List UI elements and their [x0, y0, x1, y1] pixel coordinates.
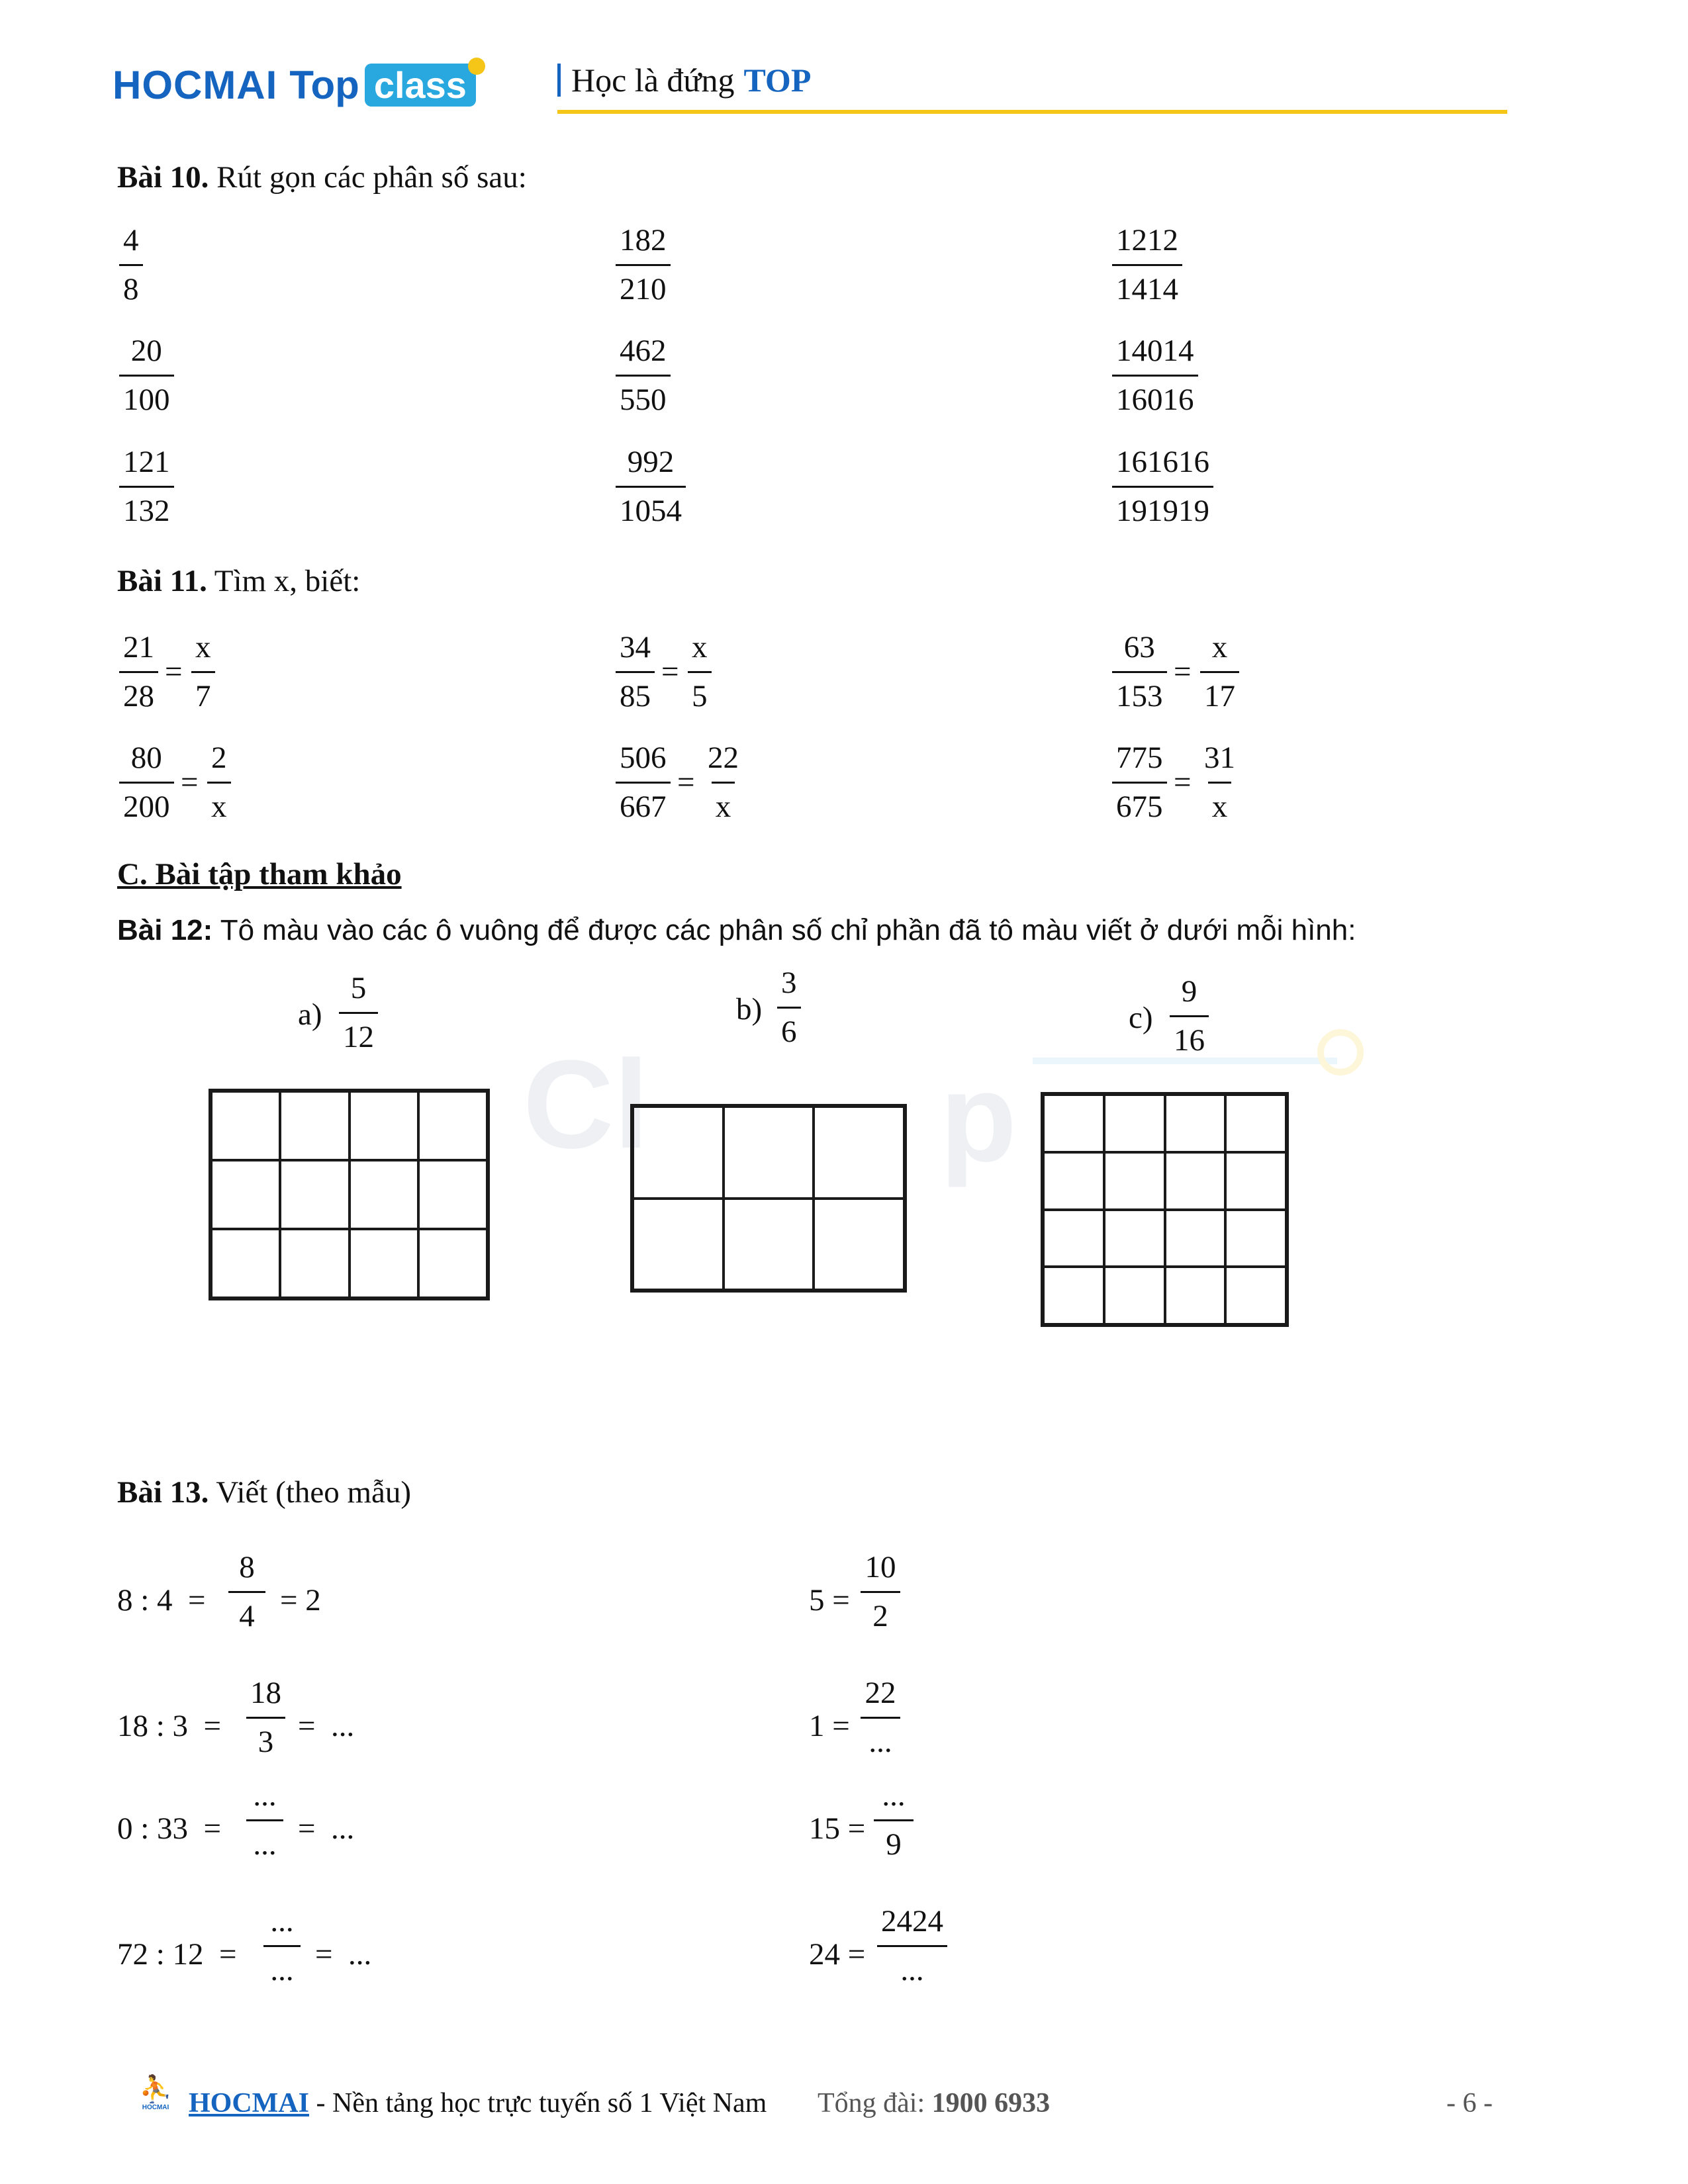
expression-fraction-numerator: 8	[239, 1550, 255, 1584]
equals-sign: =	[661, 655, 679, 689]
equation-right-fraction-numerator: 22	[708, 741, 739, 775]
people-icon: ⛹	[139, 2074, 172, 2104]
expression-fraction-numerator: ...	[253, 1778, 277, 1813]
expression-left: 5 =	[809, 1583, 850, 1617]
grid-cell[interactable]	[724, 1107, 814, 1199]
equation-right-fraction-numerator: x	[1211, 630, 1228, 664]
equation-left-fraction	[119, 743, 174, 823]
expression-fraction-denominator: ...	[263, 1945, 301, 1986]
bai10-text: Rút gọn các phân số sau:	[216, 160, 527, 195]
equation-right-fraction-numerator: 2	[211, 741, 227, 775]
expression-fraction-numerator: 2424	[881, 1904, 943, 1938]
target-fraction-denominator: 16	[1170, 1015, 1209, 1056]
hotline-number: 1900 6933	[931, 2088, 1051, 2118]
grid-cell[interactable]	[1225, 1267, 1286, 1324]
grid-cell[interactable]	[633, 1107, 724, 1199]
expression-result: = 2	[280, 1583, 321, 1617]
fraction	[119, 225, 143, 305]
expression-left: 15 =	[809, 1811, 866, 1846]
tagline-divider	[557, 64, 561, 97]
expression-left: 72 : 12 =	[117, 1937, 237, 1972]
footer-text	[189, 2089, 767, 2117]
grid-cell[interactable]	[1104, 1152, 1165, 1210]
bai13-text: Viết (theo mẫu)	[216, 1475, 412, 1510]
grid-cell[interactable]	[1165, 1095, 1226, 1152]
expression-fraction-denominator: 9	[874, 1819, 914, 1860]
equation-right-fraction	[688, 632, 712, 712]
grid-cell[interactable]	[1104, 1095, 1165, 1152]
equation-left-fraction-numerator: 21	[123, 630, 154, 664]
footer-slogan: - Nền tảng học trực tuyến số 1 Việt Nam	[309, 2088, 767, 2118]
expression-fraction	[877, 1906, 947, 1986]
bai11-heading	[117, 566, 360, 597]
fraction-denominator: 16016	[1112, 375, 1198, 416]
bai12-text: Tô màu vào các ô vuông để được các phân số chỉ phần đã tô màu viết ở dưới mỗi hình:	[220, 914, 1356, 946]
header-rule	[557, 110, 1507, 114]
fraction-numerator: 14014	[1116, 334, 1194, 368]
equation-right-fraction-numerator: x	[195, 630, 211, 664]
item-label: b)	[736, 992, 763, 1026]
fraction	[616, 336, 671, 416]
expression-fraction-denominator: ...	[246, 1819, 283, 1860]
fraction-numerator: 121	[123, 445, 170, 479]
expression-fraction-denominator: ...	[861, 1717, 900, 1758]
grid-cell[interactable]	[211, 1229, 280, 1298]
equals-sign: =	[677, 765, 695, 799]
equation-right-fraction-denominator: x	[1208, 782, 1232, 823]
expression-fraction-denominator: 2	[861, 1591, 900, 1632]
bai12-label: Bài 12:	[117, 914, 213, 946]
grid-cell[interactable]	[418, 1160, 487, 1229]
bai10-heading	[117, 162, 527, 193]
tagline-top: TOP	[743, 62, 812, 99]
target-fraction-numerator: 3	[781, 966, 797, 1000]
fraction	[119, 336, 174, 416]
target-fraction	[1170, 976, 1209, 1056]
sun-icon	[468, 58, 485, 75]
grid-cell[interactable]	[350, 1229, 418, 1298]
bai12-heading	[117, 916, 1356, 945]
equation-left-fraction	[1112, 632, 1167, 712]
grid-cell[interactable]	[1225, 1095, 1286, 1152]
fraction-numerator: 182	[620, 223, 667, 257]
equation-left-fraction-denominator: 85	[616, 671, 655, 712]
expression-fraction	[246, 1780, 283, 1860]
fraction	[1112, 336, 1198, 416]
footer-logo-text: HOCMAI	[142, 2104, 169, 2111]
expression-fraction-denominator: ...	[877, 1945, 947, 1986]
equation-right-fraction	[704, 743, 743, 823]
equation-right-fraction	[1200, 743, 1239, 823]
equation-right-fraction-numerator: 31	[1204, 741, 1235, 775]
expression-fraction	[874, 1780, 914, 1860]
bai11-label: Bài 11.	[117, 564, 207, 598]
expression-left: 24 =	[809, 1937, 866, 1972]
grid-cell[interactable]	[350, 1091, 418, 1160]
expression-fraction-numerator: 22	[865, 1676, 896, 1710]
equation-left-fraction-numerator: 63	[1123, 630, 1155, 664]
fraction	[119, 447, 174, 527]
footer-hotline	[818, 2089, 1050, 2117]
equation-left-fraction	[616, 632, 655, 712]
logo-hocmai: HOCMAI	[113, 62, 278, 107]
grid-cell[interactable]	[814, 1107, 904, 1199]
footer	[129, 2075, 1519, 2128]
grid-cell[interactable]	[1104, 1267, 1165, 1324]
shading-grid	[630, 1104, 907, 1293]
fraction-numerator: 161616	[1116, 445, 1209, 479]
fraction-numerator: 4	[123, 223, 139, 257]
equation-left-fraction	[1112, 743, 1167, 823]
grid-cell[interactable]	[1043, 1267, 1104, 1324]
expression-result: = ...	[315, 1937, 372, 1972]
target-fraction-numerator: 5	[350, 971, 367, 1005]
fraction	[616, 447, 686, 527]
target-fraction-denominator: 6	[777, 1007, 801, 1048]
equation-left-fraction	[119, 632, 158, 712]
grid-cell[interactable]	[211, 1091, 280, 1160]
grid-cell[interactable]	[724, 1199, 814, 1291]
equation-right-fraction-denominator: x	[207, 782, 231, 823]
target-fraction	[777, 968, 801, 1048]
equation-right-fraction	[1200, 632, 1239, 712]
fraction-denominator: 132	[119, 486, 174, 527]
fraction-numerator: 1212	[1116, 223, 1178, 257]
logo	[113, 58, 485, 111]
tagline-text: Học là đứng	[571, 62, 735, 99]
equation-left-fraction-numerator: 80	[130, 741, 162, 775]
equation-right-fraction-denominator: x	[712, 782, 735, 823]
target-fraction-denominator: 12	[339, 1012, 378, 1053]
equation-left-fraction-denominator: 667	[616, 782, 671, 823]
grid-cell[interactable]	[350, 1160, 418, 1229]
expression-fraction	[228, 1552, 265, 1632]
fraction	[1112, 225, 1182, 305]
equation-left-fraction	[616, 743, 671, 823]
grid-cell[interactable]	[280, 1160, 349, 1229]
grid-cell[interactable]	[211, 1160, 280, 1229]
fraction-denominator: 191919	[1112, 486, 1213, 527]
logo-class: class	[365, 64, 476, 107]
grid-cell[interactable]	[633, 1199, 724, 1291]
fraction-numerator: 20	[130, 334, 162, 368]
fraction-numerator: 992	[627, 445, 675, 479]
grid-cell[interactable]	[1104, 1210, 1165, 1267]
grid-cell[interactable]	[1165, 1152, 1226, 1210]
grid-cell[interactable]	[280, 1229, 349, 1298]
expression-fraction-denominator: 4	[228, 1591, 265, 1632]
footer-brand[interactable]: HOCMAI	[189, 2088, 309, 2118]
expression-fraction	[861, 1552, 900, 1632]
equation-left-fraction-denominator: 200	[119, 782, 174, 823]
watermark	[1033, 1058, 1337, 1064]
equals-sign: =	[181, 765, 199, 799]
grid-cell[interactable]	[1225, 1210, 1286, 1267]
expression-fraction	[861, 1678, 900, 1758]
expression-fraction-numerator: 18	[250, 1676, 281, 1710]
bai13-label: Bài 13.	[117, 1475, 209, 1510]
grid-cell[interactable]	[1165, 1210, 1226, 1267]
footer-logo	[129, 2075, 182, 2121]
expression-left: 18 : 3 =	[117, 1709, 222, 1743]
grid-cell[interactable]	[1225, 1152, 1286, 1210]
logo-top: Top	[289, 62, 359, 107]
fraction	[616, 225, 671, 305]
expression-fraction-denominator: 3	[246, 1717, 285, 1758]
shading-grid	[209, 1089, 490, 1300]
equation-right-fraction-denominator: 17	[1200, 671, 1239, 712]
section-c-title: C. Bài tập tham khảo	[117, 857, 402, 891]
watermark	[1317, 1029, 1364, 1075]
fraction-denominator: 550	[616, 375, 671, 416]
grid-cell[interactable]	[280, 1091, 349, 1160]
equation-right-fraction-denominator: 7	[191, 671, 215, 712]
equals-sign: =	[1174, 765, 1192, 799]
expression-left: 1 =	[809, 1709, 850, 1743]
expression-fraction-numerator: ...	[882, 1778, 906, 1813]
grid-cell[interactable]	[1043, 1210, 1104, 1267]
bai11-text: Tìm x, biết:	[214, 564, 361, 598]
grid-cell[interactable]	[1043, 1095, 1104, 1152]
target-fraction-numerator: 9	[1181, 974, 1197, 1009]
fraction	[1112, 447, 1213, 527]
page-number: - 6 -	[1446, 2088, 1493, 2118]
expression-fraction	[263, 1906, 301, 1986]
fraction-denominator: 210	[616, 264, 671, 305]
item-label: a)	[298, 997, 322, 1032]
equation-left-fraction-denominator: 28	[119, 671, 158, 712]
equation-left-fraction-denominator: 675	[1112, 782, 1167, 823]
fraction-numerator: 462	[620, 334, 667, 368]
grid-cell[interactable]	[418, 1229, 487, 1298]
equation-right-fraction-numerator: x	[692, 630, 708, 664]
expression-left: 0 : 33 =	[117, 1811, 222, 1846]
expression-fraction-numerator: 10	[865, 1550, 896, 1584]
expression-fraction	[246, 1678, 285, 1758]
grid-cell[interactable]	[814, 1199, 904, 1291]
target-fraction	[339, 973, 378, 1053]
equation-left-fraction-denominator: 153	[1112, 671, 1167, 712]
expression-result: = ...	[298, 1811, 355, 1846]
equation-right-fraction	[191, 632, 215, 712]
watermark: Cl	[523, 1034, 649, 1175]
equation-right-fraction-denominator: 5	[688, 671, 712, 712]
grid-cell[interactable]	[1043, 1152, 1104, 1210]
grid-cell[interactable]	[418, 1091, 487, 1160]
expression-left: 8 : 4 =	[117, 1583, 206, 1617]
header	[113, 53, 1509, 119]
equation-left-fraction-numerator: 506	[620, 741, 667, 775]
expression-fraction-numerator: ...	[270, 1904, 294, 1938]
fraction-denominator: 1414	[1112, 264, 1182, 305]
equation-left-fraction-numerator: 34	[620, 630, 651, 664]
fraction-denominator: 8	[119, 264, 143, 305]
item-label: c)	[1129, 1001, 1153, 1035]
tagline	[557, 61, 811, 99]
bai13-heading	[117, 1477, 411, 1508]
equation-right-fraction	[207, 743, 231, 823]
watermark: p	[940, 1048, 1017, 1188]
fraction-denominator: 1054	[616, 486, 686, 527]
equals-sign: =	[165, 655, 183, 689]
bai10-label: Bài 10.	[117, 160, 209, 195]
fraction-denominator: 100	[119, 375, 174, 416]
grid-cell[interactable]	[1165, 1267, 1226, 1324]
equation-left-fraction-numerator: 775	[1116, 741, 1163, 775]
hotline-label: Tổng đài:	[818, 2088, 925, 2118]
expression-result: = ...	[298, 1709, 355, 1743]
equals-sign: =	[1174, 655, 1192, 689]
shading-grid	[1041, 1092, 1289, 1327]
